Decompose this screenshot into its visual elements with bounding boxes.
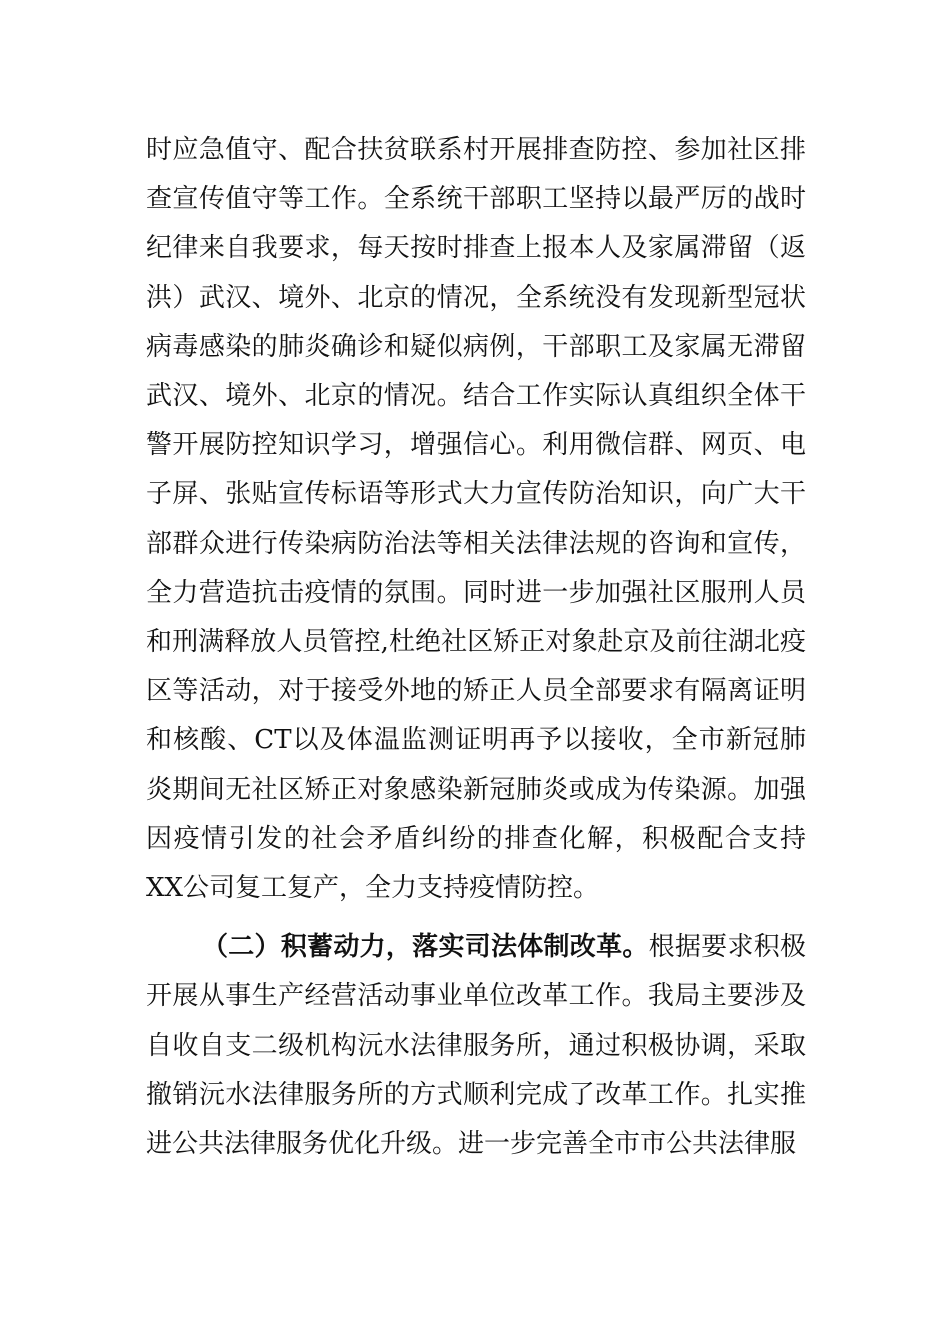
section-two-body: 根据要求积极开展从事生产经营活动事业单位改革工作。我局主要涉及自收自支二级机构沅水法律服务所，通过积极协调，采取撤销沅水法律服务所的方式顺利完成了改革工作。扎实推进公共法律服务优化升级。进一步完善全市市公共法律服 <box>146 932 806 1160</box>
document-body <box>146 126 806 1169</box>
paragraph-section-two <box>146 923 806 1169</box>
section-two-heading: （二）积蓄动力，落实司法体制改革。 <box>202 932 649 963</box>
paragraph-continued: 时应急值守、配合扶贫联系村开展排查防控、参加社区排查宣传值守等工作。全系统干部职工坚持以最严厉的战时纪律来自我要求，每天按时排查上报本人及家属滞留（返洪）武汉、境外、北京的情况，全系统没有发现新型冠状病毒感染的肺炎确诊和疑似病例，干部职工及家属无滞留武汉、境外、北京的情况。结合工作实际认真组织全体干警开展防控知识学习，增强信心。利用微信群、网页、电子屏、张贴宣传标语等形式大力宣传防治知识，向广大干部群众进行传染病防治法等相关法律法规的咨询和宣传，全力营造抗击疫情的氛围。同时进一步加强社区服刑人员和刑满释放人员管控,杜绝社区矫正对象赴京及前往湖北疫区等活动，对于接受外地的矫正人员全部要求有隔离证明和核酸、CT以及体温监测证明再予以接收，全市新冠肺炎期间无社区矫正对象感染新冠肺炎或成为传染源。加强因疫情引发的社会矛盾纠纷的排查化解，积极配合支持XX公司复工复产，全力支持疫情防控。 <box>146 135 806 904</box>
